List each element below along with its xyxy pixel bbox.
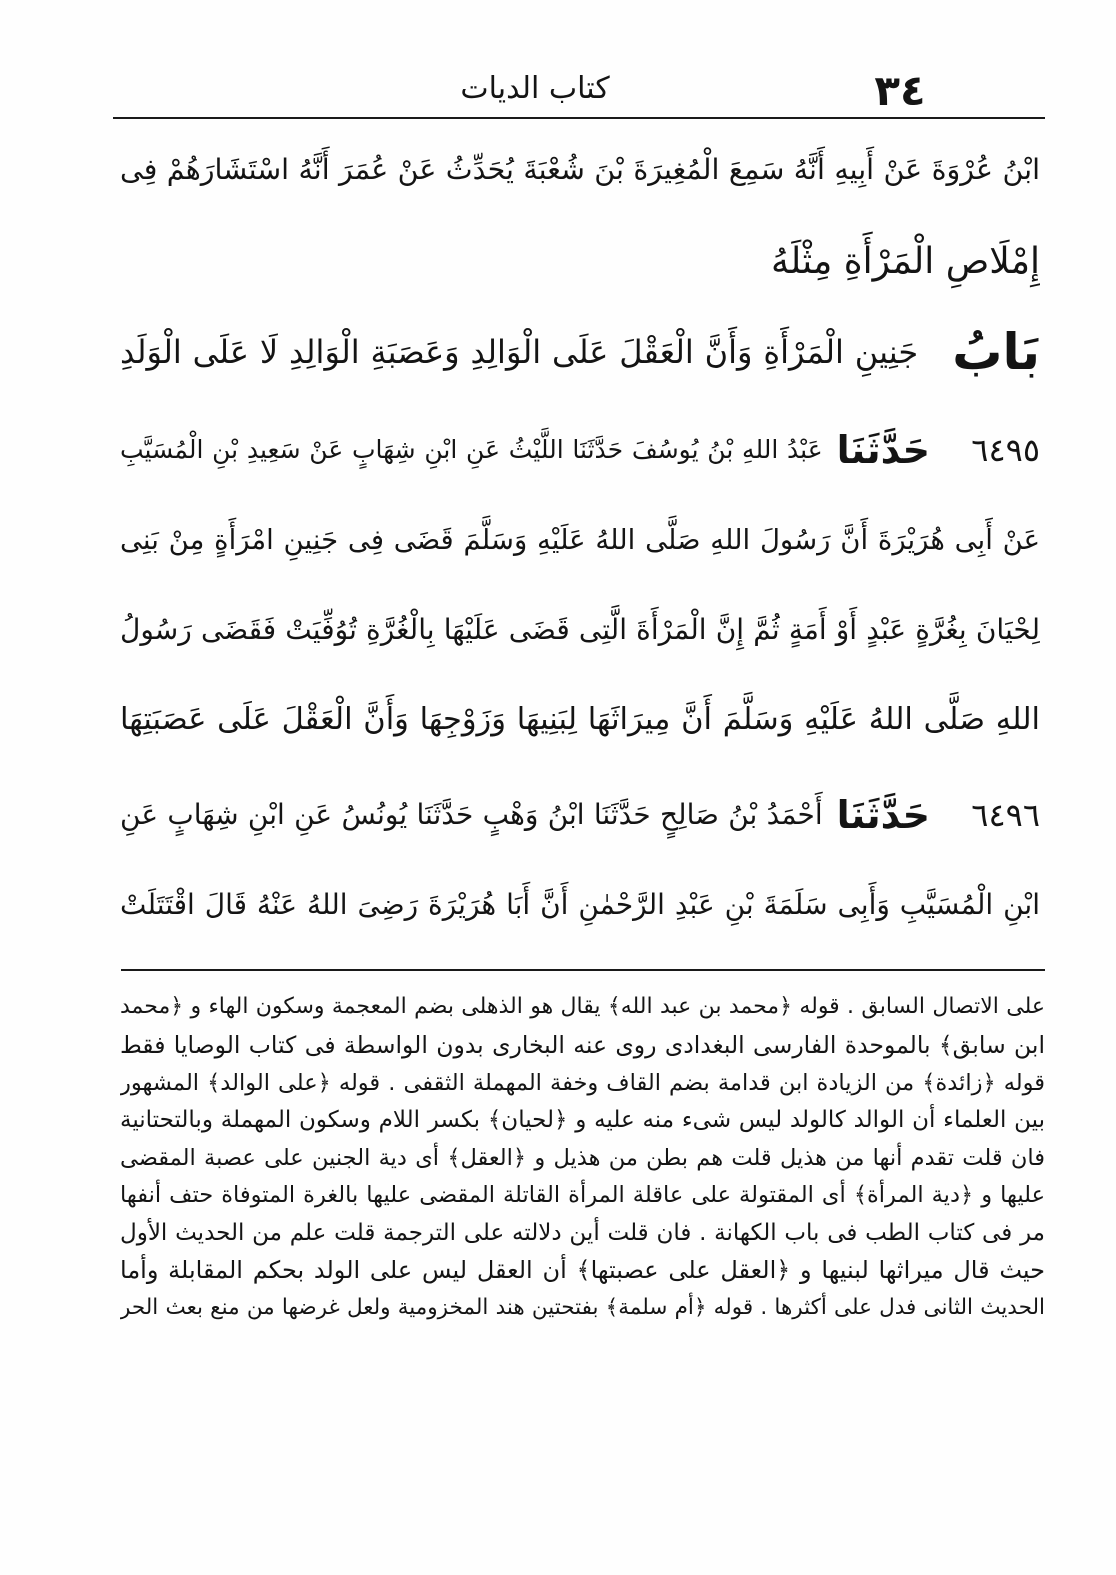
hadith-first-line — [120, 410, 1040, 490]
main-text-line — [120, 500, 1040, 580]
chapter-title: جَنِينِ الْمَرْأَةِ وَأَنَّ الْعَقْلَ عَلَى الْوَالِدِ وَعَصَبَةِ الْوَالِدِ لَا عَلَى الْوَلَدِ — [120, 333, 919, 371]
main-text: عَبْدُ اللهِ بْنُ يُوسُفَ حَدَّثَنَا اللَّيْثُ عَنِ ابْنِ شِهَابٍ عَنْ سَعِيدِ بْنِ الْمُسَيَّبِ — [120, 435, 823, 464]
hadith-number: ٦٤٩٦ — [971, 796, 1040, 834]
main-text-line — [120, 590, 1040, 670]
footnote-line: على الاتصال السابق . قوله ﴿محمد بن عبد الله﴾ يقال هو الذهلى بضم المعجمة وسكون الهاء و ﴿محمد — [120, 994, 1045, 1019]
chapter-label: بَابُ — [952, 323, 1040, 381]
footnote-line: حيث قال ميراثها لبنيها و ﴿العقل على عصبتها﴾ أن العقل ليس على الولد بحكم المقابلة وأما — [120, 1256, 1045, 1284]
main-text: عَنْ أَبِى هُرَيْرَةَ أَنَّ رَسُولَ اللهِ صَلَّى اللهُ عَلَيْهِ وَسَلَّمَ قَضَى فِى جَنِينِ امْرَأَةٍ مِنْ بَنِى — [120, 524, 1040, 556]
main-text: ابْنُ عُرْوَةَ عَنْ أَبِيهِ أَنَّهُ سَمِعَ الْمُغِيرَةَ بْنَ شُعْبَةَ يُحَدِّثُ عَنْ عُمَرَ أَنَّهُ اسْتَشَارَهُمْ فِى — [120, 153, 1040, 186]
main-text: أَحْمَدُ بْنُ صَالِحٍ حَدَّثَنَا ابْنُ وَهْبٍ حَدَّثَنَا يُونُسُ عَنِ ابْنِ شِهَابٍ عَنِ — [120, 798, 823, 831]
footnote-line: عليها و ﴿دية المرأة﴾ أى المقتولة على عاقلة المرأة القاتلة المقضى عليها بالغرة المتوفاة حتف أنفها — [120, 1182, 1045, 1208]
page-number: ٣٤ — [874, 66, 926, 115]
hadith-first-line — [120, 775, 1040, 855]
header-divider — [113, 117, 1045, 119]
footnote-line: الحديث الثانى فدل على أكثرها . قوله ﴿أم سلمة﴾ بفتحتين هند المخزومية ولعل غرضها من منع بعث الحر — [120, 1295, 1045, 1320]
footnote-line: مر فى كتاب الطب فى باب الكهانة . فان قلت أين دلالته على الترجمة قلت علم من الحديث الأول — [120, 1220, 1045, 1246]
footnote-line: قوله ﴿زائدة﴾ من الزيادة ابن قدامة بضم القاف وخفة المهملة الثقفى . قوله ﴿على الوالد﴾ المشهور — [120, 1070, 1045, 1096]
main-text-line — [120, 130, 1040, 210]
footnote-divider — [121, 969, 1045, 971]
footnote-line: بين العلماء أن الوالد كالولد ليس شىء منه عليه و ﴿لحيان﴾ بكسر اللام وسكون المهملة وبالتحتانية — [120, 1107, 1045, 1133]
hadith-number: ٦٤٩٥ — [971, 431, 1040, 469]
hadith-opening-word: حَدَّثَنَا — [836, 428, 930, 472]
chapter-heading — [120, 312, 1040, 392]
main-text-line — [120, 680, 1040, 760]
main-text: اللهِ صَلَّى اللهُ عَلَيْهِ وَسَلَّمَ أَنَّ مِيرَاثَهَا لِبَنِيهَا وَزَوْجِهَا وَأَنَّ الْعَقْلَ عَلَى عَصَبَتِهَا — [120, 702, 1040, 737]
footnote-line: ابن سابق﴾ بالموحدة الفارسى البغدادى روى عنه البخارى بدون الواسطة فى كتاب الوصايا فقط — [120, 1031, 1045, 1059]
hadith-opening-word: حَدَّثَنَا — [836, 793, 930, 837]
running-title: كتاب الديات — [460, 71, 610, 106]
main-text-line — [120, 222, 1040, 302]
main-text: لِحْيَانَ بِغُرَّةٍ عَبْدٍ أَوْ أَمَةٍ ثُمَّ إِنَّ الْمَرْأَةَ الَّتِى قَضَى عَلَيْهَا بِالْغُرَّةِ تُوُفِّيَتْ فَقَضَى رَسُولُ — [120, 613, 1040, 646]
main-text: إِمْلَاصِ الْمَرْأَةِ مِثْلَهُ — [770, 241, 1040, 282]
footnote-line: فان قلت تقدم أنها من هذيل قلت هم بطن من هذيل و ﴿العقل﴾ أى دية الجنين على عصبة المقضى — [120, 1145, 1045, 1171]
main-text: ابْنِ الْمُسَيَّبِ وَأَبِى سَلَمَةَ بْنِ عَبْدِ الرَّحْمٰنِ أَنَّ أَبَا هُرَيْرَةَ رَضِىَ اللهُ عَنْهُ قَالَ اقْتَتَلَتْ — [120, 888, 1040, 921]
main-text-line — [120, 865, 1040, 945]
